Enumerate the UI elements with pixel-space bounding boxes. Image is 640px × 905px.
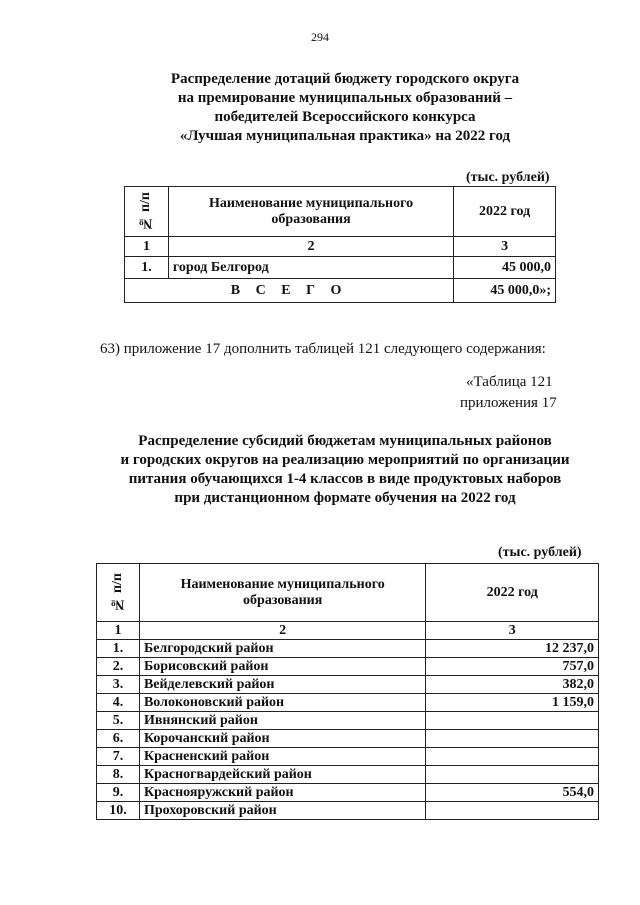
table-row — [97, 712, 599, 730]
table-row — [97, 658, 599, 676]
amendment-paragraph: 63) приложение 17 дополнить таблицей 121 следующего содержания: — [100, 341, 546, 357]
row-name: Прохоровский район — [139, 802, 425, 820]
section1-title — [30, 70, 640, 146]
table-ref-line1: «Таблица 121 — [466, 374, 553, 390]
row-name: Ивнянский район — [139, 712, 425, 730]
section2-title-line: питания обучающихся 1-4 классов в виде продуктовых наборов — [128, 471, 562, 487]
total-label: В С Е Г О — [125, 279, 454, 303]
row-value — [426, 766, 599, 784]
row-value: 757,0 — [426, 658, 599, 676]
table-row — [97, 784, 599, 802]
section2-title — [25, 432, 640, 508]
row-num: 7. — [97, 748, 140, 766]
row-name: Красногвардейский район — [139, 766, 425, 784]
table-row — [125, 257, 556, 279]
row-name: Вейделевский район — [139, 676, 425, 694]
row-name: Краснояружский район — [139, 784, 425, 802]
section1-table — [124, 186, 556, 303]
table-row — [97, 730, 599, 748]
table-row — [97, 748, 599, 766]
section1-unit: (тыс. рублей) — [466, 170, 550, 185]
row-value: 45 000,0 — [454, 257, 556, 279]
header-year: 2022 год — [426, 564, 599, 622]
row-num: 2. — [97, 658, 140, 676]
row-num: 10. — [97, 802, 140, 820]
section2-title-line: при дистанционном формате обучения на 2022 год — [174, 490, 516, 506]
header-num: № п/п — [125, 187, 169, 237]
section2-unit: (тыс. рублей) — [498, 545, 582, 560]
row-num: 6. — [97, 730, 140, 748]
row-value — [426, 748, 599, 766]
header-num: № п/п — [97, 564, 140, 622]
row-value — [426, 712, 599, 730]
total-row — [125, 279, 556, 303]
col-number: 3 — [454, 237, 556, 257]
row-name: Борисовский район — [139, 658, 425, 676]
total-value: 45 000,0»; — [454, 279, 556, 303]
row-value: 382,0 — [426, 676, 599, 694]
row-value — [426, 802, 599, 820]
col-number: 3 — [426, 622, 599, 640]
row-value: 554,0 — [426, 784, 599, 802]
page-number: 294 — [311, 30, 329, 44]
row-name: Корочанский район — [139, 730, 425, 748]
section2-title-line: Распределение субсидий бюджетам муниципальных районов — [138, 433, 552, 449]
section2-table — [96, 563, 599, 820]
section1-title-line: на премирование муниципальных образований – — [177, 90, 513, 106]
table-row — [97, 640, 599, 658]
header-name: Наименование муниципального образования — [139, 564, 425, 622]
table-header-row — [97, 564, 599, 622]
row-name: Красненский район — [139, 748, 425, 766]
table-row — [97, 676, 599, 694]
row-num: 8. — [97, 766, 140, 784]
col-number: 1 — [125, 237, 169, 257]
row-name: Белгородский район — [139, 640, 425, 658]
col-number: 1 — [97, 622, 140, 640]
row-name: Волоконовский район — [139, 694, 425, 712]
row-num: 4. — [97, 694, 140, 712]
row-num: 1. — [125, 257, 169, 279]
column-number-row — [97, 622, 599, 640]
row-name: город Белгород — [168, 257, 453, 279]
section2-title-line: и городских округов на реализацию мероприятий по организации — [120, 452, 570, 468]
row-value: 1 159,0 — [426, 694, 599, 712]
col-number: 2 — [168, 237, 453, 257]
row-num: 9. — [97, 784, 140, 802]
header-name: Наименование муниципального образования — [168, 187, 453, 237]
row-value — [426, 730, 599, 748]
col-number: 2 — [139, 622, 425, 640]
row-num: 5. — [97, 712, 140, 730]
table-row — [97, 694, 599, 712]
table-header-row — [125, 187, 556, 237]
section1-title-line: победителей Всероссийского конкурса — [214, 109, 476, 125]
row-num: 3. — [97, 676, 140, 694]
row-value: 12 237,0 — [426, 640, 599, 658]
column-number-row — [125, 237, 556, 257]
table-row — [97, 766, 599, 784]
row-num: 1. — [97, 640, 140, 658]
header-year: 2022 год — [454, 187, 556, 237]
table-ref-line2: приложения 17 — [460, 395, 557, 411]
table-row — [97, 802, 599, 820]
section1-title-line: Распределение дотаций бюджету городского округа — [170, 71, 520, 87]
section1-title-line: «Лучшая муниципальная практика» на 2022 год — [179, 128, 511, 144]
